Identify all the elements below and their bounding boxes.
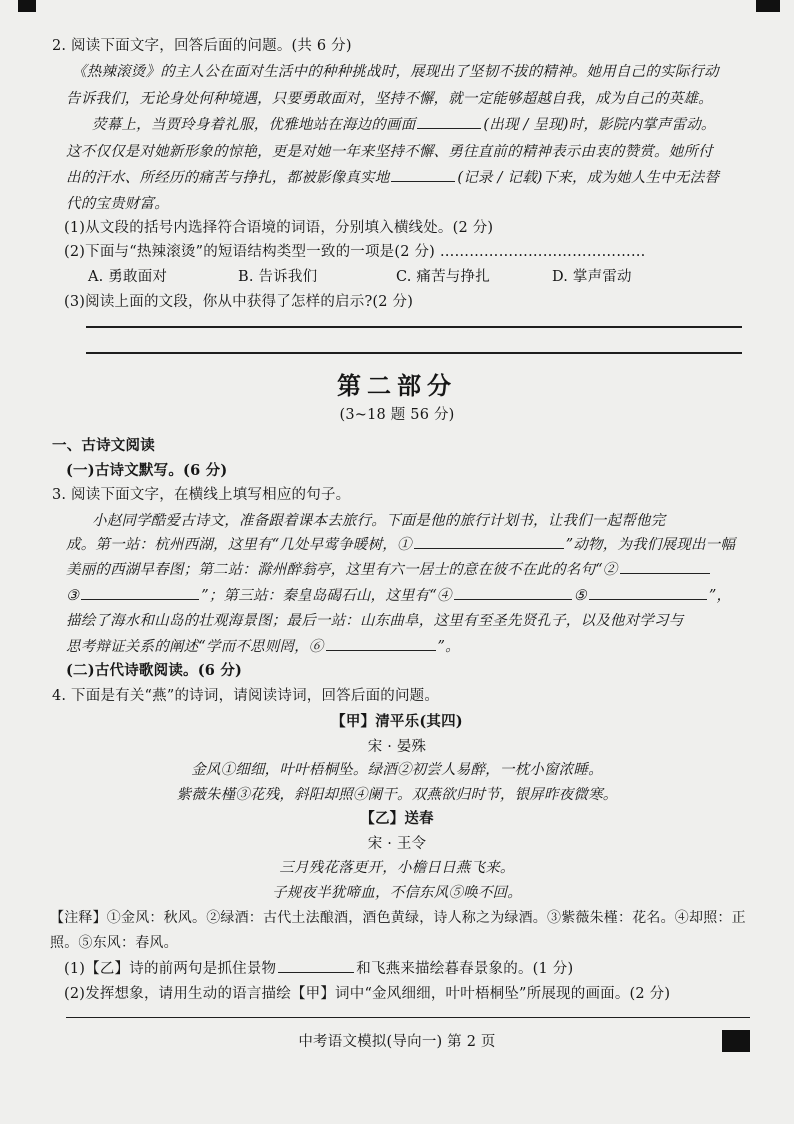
q3-text-2b: ”动物，为我们展现出一幅 bbox=[565, 537, 736, 553]
section1-heading: 一、古诗文阅读 bbox=[52, 437, 155, 454]
part2-subtitle: (3~18 题 56 分) bbox=[339, 407, 455, 423]
poem2-title: 【乙】送春 bbox=[360, 810, 434, 827]
q3-text-6a: 思考辩证关系的阐述“学而不思则罔，⑥ bbox=[66, 639, 324, 655]
q3-text-6b: ”。 bbox=[437, 639, 460, 655]
q3-blank-6[interactable] bbox=[326, 638, 436, 651]
q2-para2-text-c: 出的汗水、所经历的痛苦与挣扎，都被影像真实地 bbox=[66, 170, 390, 186]
q4-sub2: (2)发挥想象，请用生动的语言描绘【甲】词中“金风细细，叶叶梧桐坠”所展现的画面。(2 分) bbox=[64, 986, 671, 1002]
q2-para2-text-a: 荧幕上，当贾玲身着礼服，优雅地站在海边的画面 bbox=[92, 117, 416, 133]
q4-heading: 4. 下面是有关“燕”的诗词，请阅读诗词，回答后面的问题。 bbox=[52, 688, 440, 704]
q3-heading: 3. 阅读下面文字，在横线上填写相应的句子。 bbox=[52, 487, 351, 503]
q2-option-a: A. 勇敢面对 bbox=[88, 269, 168, 285]
footer-text: 中考语文模拟(导向一) 第 2 页 bbox=[298, 1034, 496, 1050]
q2-para2-text-d: (记录 / 记载)下来，成为她人生中无法替 bbox=[457, 170, 720, 186]
q2-para1-line2: 告诉我们，无论身处何种境遇，只要勇敢面对，坚持不懈，就一定能够超越自我，成为自己的英雄。 bbox=[66, 91, 713, 107]
q3-text-4a: ③ bbox=[66, 588, 80, 604]
poem1-line2: 紫薇朱槿③花残，斜阳却照④阑干。双燕欲归时节，银屏昨夜微寒。 bbox=[176, 787, 618, 803]
section1-sub-a: (一)古诗文默写。(6 分) bbox=[66, 462, 228, 479]
corner-mark-top-right bbox=[756, 0, 780, 12]
poem1-title: 【甲】清平乐(其四) bbox=[331, 713, 463, 730]
q3-line3 bbox=[66, 558, 712, 579]
q2-option-d: D. 掌声雷动 bbox=[552, 269, 632, 285]
q3-blank-4[interactable] bbox=[454, 587, 572, 600]
q2-para2-line3 bbox=[66, 166, 719, 187]
q2-sub3: (3)阅读上面的文段，你从中获得了怎样的启示?(2 分) bbox=[64, 294, 414, 310]
poem2-line1: 三月残花落更开，小檐日日燕飞来。 bbox=[279, 860, 515, 876]
q3-line5: 描绘了海水和山岛的壮观海景图；最后一站：山东曲阜，这里有至圣先贤孔子，以及他对学习与 bbox=[66, 613, 684, 629]
q2-sub1: (1)从文段的括号内选择符合语境的词语，分别填入横线处。(2 分) bbox=[64, 220, 494, 236]
q3-text-3a: 美丽的西湖早春图；第二站：滁州醉翁亭，这里有六一居士的意在彼不在此的名句“② bbox=[66, 562, 618, 578]
q3-text-4c: ⑤ bbox=[573, 588, 587, 604]
q2-blank-1[interactable] bbox=[417, 116, 481, 129]
q2-para2-line4: 代的宝贵财富。 bbox=[66, 196, 169, 212]
notes-line1: 【注释】①金风：秋风。②绿酒：古代土法酿酒，酒色黄绿，诗人称之为绿酒。③紫薇朱槿：花名。④却照：正 bbox=[50, 910, 746, 926]
q2-para1-line1: 《热辣滚烫》的主人公在面对生活中的种种挑战时，展现出了坚韧不拔的精神。她用自己的实际行动 bbox=[72, 64, 719, 80]
notes-line2: 照。⑤东风：春风。 bbox=[50, 935, 178, 951]
q4-sub1 bbox=[64, 957, 573, 978]
part2-title: 第二部分 bbox=[337, 371, 457, 400]
poem1-line1: 金风①细细，叶叶梧桐坠。绿酒②初尝人易醉，一枕小窗浓睡。 bbox=[191, 762, 603, 778]
q3-blank-1[interactable] bbox=[414, 536, 564, 549]
q2-option-b: B. 告诉我们 bbox=[238, 269, 318, 285]
q4-sub1-text-b: 和飞燕来描绘暮春景象的。(1 分) bbox=[356, 961, 574, 977]
footer-rule bbox=[66, 1017, 750, 1018]
q2-para2-line1 bbox=[92, 113, 716, 134]
corner-mark-top-left bbox=[18, 0, 36, 12]
q2-para2-line2: 这不仅仅是对她新形象的惊艳，更是对她一年来坚持不懈、勇往直前的精神表示由衷的赞赏。她所付 bbox=[66, 144, 713, 160]
answer-line-2[interactable] bbox=[86, 352, 742, 354]
q2-para2-text-b: (出现 / 呈现)时，影院内掌声雷动。 bbox=[483, 117, 716, 133]
q2-blank-2[interactable] bbox=[391, 169, 455, 182]
poem2-author: 宋 · 王令 bbox=[367, 836, 427, 852]
q3-line1: 小赵同学酷爱古诗文，准备跟着课本去旅行。下面是他的旅行计划书，让我们一起帮他完 bbox=[92, 513, 666, 529]
q3-line4 bbox=[66, 584, 731, 605]
q3-text-2a: 成。第一站：杭州西湖，这里有“几处早莺争暖树，① bbox=[66, 537, 412, 553]
answer-line-1[interactable] bbox=[86, 326, 742, 328]
q3-text-4d: ”， bbox=[708, 588, 732, 604]
poem2-line2: 子规夜半犹啼血，不信东风⑤唤不回。 bbox=[272, 885, 522, 901]
q3-blank-2[interactable] bbox=[620, 561, 710, 574]
q3-line2 bbox=[66, 533, 735, 554]
q3-blank-5[interactable] bbox=[589, 587, 707, 600]
section1-sub-b: (二)古代诗歌阅读。(6 分) bbox=[66, 662, 243, 679]
q3-text-4b: ”；第三站：秦皇岛碣石山，这里有“④ bbox=[201, 588, 452, 604]
q4-sub1-text-a: (1)【乙】诗的前两句是抓住景物 bbox=[64, 961, 277, 977]
q2-option-c: C. 痛苦与挣扎 bbox=[396, 269, 490, 285]
q2-heading: 2. 阅读下面文字，回答后面的问题。(共 6 分) bbox=[52, 38, 352, 54]
q3-blank-3[interactable] bbox=[81, 587, 199, 600]
q4-blank-1[interactable] bbox=[278, 960, 354, 973]
q3-line6 bbox=[66, 635, 460, 656]
poem1-author: 宋 · 晏殊 bbox=[367, 739, 427, 755]
q2-sub2: (2)下面与“热辣滚烫”的短语结构类型一致的一项是(2 分) …………………………………… bbox=[64, 244, 646, 260]
